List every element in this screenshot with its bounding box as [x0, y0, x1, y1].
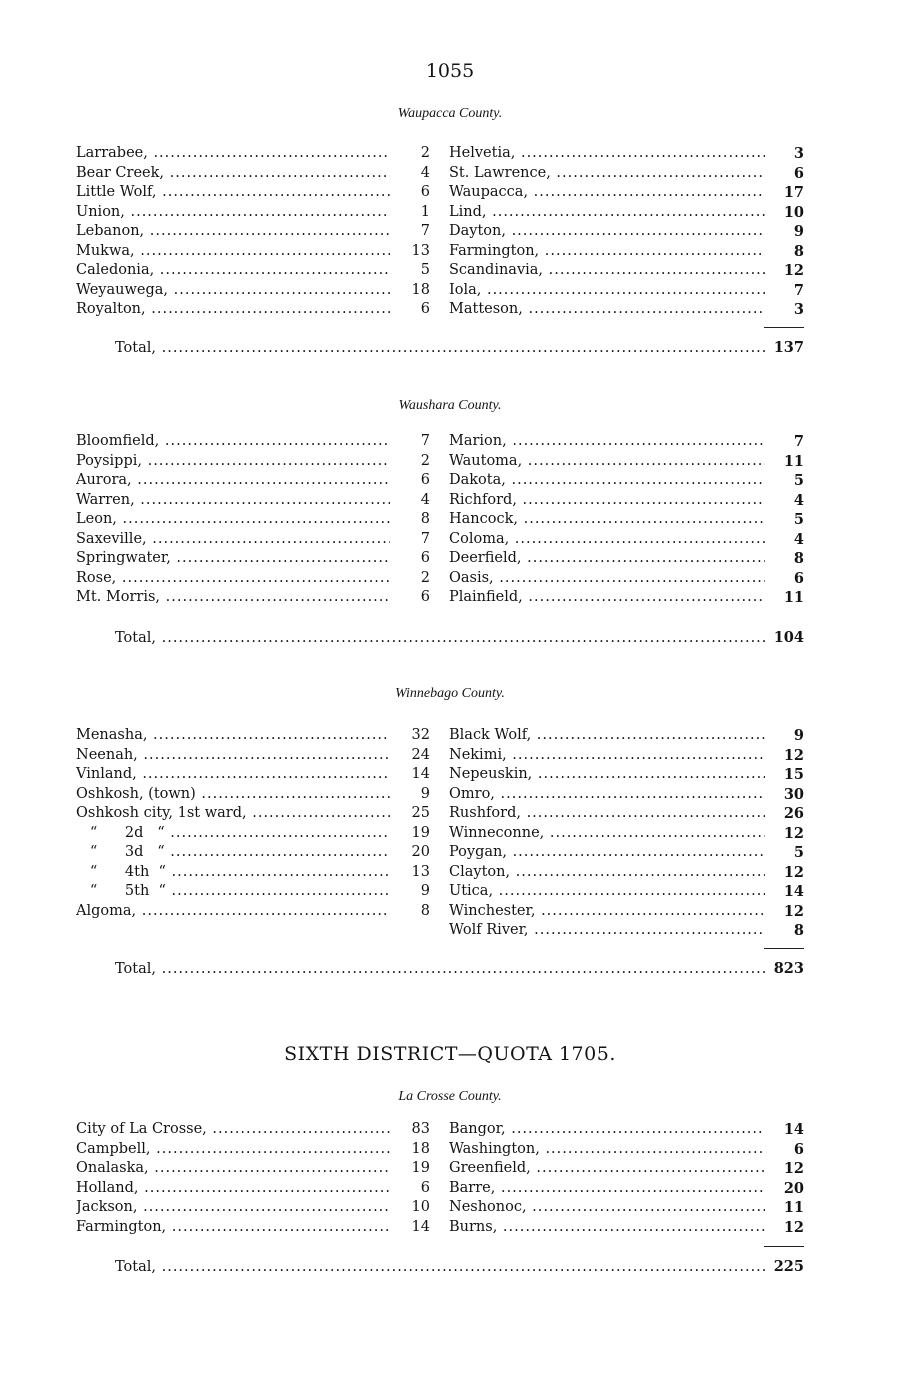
- left-name: Mukwa, .....: [76, 242, 390, 262]
- right-name: Deerfield, .....: [449, 549, 765, 569]
- right-value: 10: [783, 203, 804, 221]
- right-name: Farmington, .....: [449, 242, 765, 262]
- right-name: Barre, .....: [449, 1179, 765, 1199]
- left-name: Campbell, .....: [76, 1140, 390, 1160]
- right-value: 8: [793, 922, 804, 939]
- right-value: 7: [793, 433, 804, 450]
- right-name: Winneconne, .....: [449, 824, 765, 844]
- left-value: 6: [420, 184, 430, 200]
- table-row: [0, 452, 900, 472]
- total-rule: [764, 1246, 804, 1247]
- table-row: [0, 164, 900, 184]
- left-name: Algoma, .....: [76, 902, 390, 922]
- table-row: [0, 1198, 900, 1218]
- right-value: 12: [783, 262, 804, 279]
- right-value: 6: [793, 569, 804, 587]
- table-row: [0, 1120, 900, 1140]
- right-name: Omro, .....: [449, 785, 765, 805]
- left-name: Jackson, .....: [76, 1198, 390, 1218]
- right-value: 11: [783, 1199, 804, 1216]
- total-label: Total, .....: [115, 1257, 765, 1277]
- total-row-waushara: [0, 628, 900, 648]
- right-name: Matteson, .....: [449, 300, 765, 320]
- left-name: Onalaska, .....: [76, 1159, 390, 1179]
- left-name: Vinland, .....: [76, 765, 390, 785]
- left-name: City of La Crosse, .....: [76, 1120, 390, 1140]
- table-row: [0, 144, 900, 164]
- right-name: Scandinavia, .....: [449, 261, 765, 281]
- table-row: [0, 843, 900, 863]
- right-value: 14: [783, 883, 804, 900]
- table-row: [0, 804, 900, 824]
- left-value: 10: [411, 1199, 430, 1215]
- left-value: 6: [420, 550, 430, 566]
- left-value: 32: [411, 727, 430, 743]
- right-name: Winchester, .....: [449, 902, 765, 922]
- left-name: Lebanon, .....: [76, 222, 390, 242]
- table-waushara: [0, 432, 900, 608]
- right-value: 4: [793, 491, 804, 509]
- left-name: Holland, .....: [76, 1179, 390, 1199]
- right-name: Iola, .....: [449, 281, 765, 301]
- left-value: 4: [420, 164, 430, 181]
- table-row: [0, 549, 900, 569]
- total-label: Total, .....: [115, 959, 765, 979]
- left-name: Rose, .....: [76, 569, 390, 589]
- table-row: [0, 510, 900, 530]
- right-name: Dakota, .....: [449, 471, 765, 491]
- right-name: Marion, .....: [449, 432, 765, 452]
- right-name: Rushford, .....: [449, 804, 765, 824]
- left-name: Farmington, .....: [76, 1218, 390, 1238]
- right-value: 11: [783, 589, 804, 606]
- right-value: 5: [793, 511, 804, 528]
- table-row: [0, 183, 900, 203]
- right-name: Wautoma, .....: [449, 452, 765, 472]
- table-row: [0, 222, 900, 242]
- right-value: 3: [793, 145, 804, 162]
- table-row: [0, 902, 900, 922]
- left-name: Menasha, .....: [76, 726, 390, 746]
- table-row: [0, 1159, 900, 1179]
- table-row: [0, 569, 900, 589]
- right-value: 5: [793, 472, 804, 489]
- left-name: Oshkosh, (town) .....: [76, 785, 390, 805]
- right-value: 12: [783, 824, 804, 842]
- right-name: St. Lawrence, .....: [449, 164, 765, 184]
- right-name: Plainfield, .....: [449, 588, 765, 608]
- right-value: 8: [793, 242, 804, 260]
- left-name: Leon, .....: [76, 510, 390, 530]
- total-row-waupacca: [0, 338, 900, 358]
- right-value: 8: [793, 550, 804, 567]
- county-title-la-crosse: La Crosse County.: [398, 1089, 502, 1104]
- right-value: 30: [783, 785, 804, 803]
- total-value: 137: [773, 339, 804, 356]
- left-value: 6: [420, 472, 430, 488]
- left-name: Saxeville, .....: [76, 530, 390, 550]
- right-value: 26: [783, 805, 804, 822]
- right-value: 12: [783, 1218, 804, 1236]
- right-name: Burns, .....: [449, 1218, 765, 1238]
- table-row: [0, 921, 900, 941]
- total-rule: [764, 327, 804, 328]
- district-title: SIXTH DISTRICT—QUOTA 1705.: [284, 1043, 616, 1065]
- left-name: “ 2d “ .....: [76, 824, 390, 844]
- left-value: 13: [411, 863, 430, 880]
- left-value: 7: [420, 223, 430, 239]
- right-value: 9: [793, 727, 804, 744]
- left-value: 14: [411, 1218, 430, 1235]
- total-row-la-crosse: [0, 1257, 900, 1277]
- right-name: Black Wolf, .....: [449, 726, 765, 746]
- left-value: 83: [411, 1121, 430, 1137]
- left-value: 2: [420, 145, 430, 161]
- left-name: Little Wolf, .....: [76, 183, 390, 203]
- table-row: [0, 530, 900, 550]
- table-winnebago: [0, 726, 900, 941]
- right-name: Poygan, .....: [449, 843, 765, 863]
- page-number: 1055: [425, 60, 475, 82]
- table-row: [0, 746, 900, 766]
- left-value: 2: [420, 569, 430, 586]
- right-name: Waupacca, .....: [449, 183, 765, 203]
- table-row: [0, 261, 900, 281]
- total-rule: [764, 948, 804, 949]
- right-value: 6: [793, 164, 804, 182]
- table-row: [0, 300, 900, 320]
- total-value: 225: [773, 1258, 804, 1275]
- left-value: 6: [420, 1179, 430, 1196]
- right-name: Coloma, .....: [449, 530, 765, 550]
- right-name: Greenfield, .....: [449, 1159, 765, 1179]
- left-name: “ 3d “ .....: [76, 843, 390, 863]
- right-name: Dayton, .....: [449, 222, 765, 242]
- left-value: 19: [411, 1160, 430, 1176]
- table-row: [0, 281, 900, 301]
- right-name: Washington, .....: [449, 1140, 765, 1160]
- right-value: 14: [783, 1121, 804, 1138]
- left-name: Bloomfield, .....: [76, 432, 390, 452]
- right-value: 12: [783, 1160, 804, 1177]
- left-value: 5: [420, 262, 430, 278]
- right-name: Clayton, .....: [449, 863, 765, 883]
- left-value: 18: [411, 1140, 430, 1157]
- right-name: Neshonoc, .....: [449, 1198, 765, 1218]
- left-name: “ 5th “ .....: [76, 882, 390, 902]
- right-value: 17: [783, 184, 804, 201]
- table-row: [0, 432, 900, 452]
- table-row: [0, 588, 900, 608]
- left-value: 2: [420, 452, 430, 469]
- left-name: Springwater, .....: [76, 549, 390, 569]
- right-name: Helvetia, .....: [449, 144, 765, 164]
- table-row: [0, 203, 900, 223]
- total-row-winnebago: [0, 959, 900, 979]
- right-name: Hancock, .....: [449, 510, 765, 530]
- county-title-waushara: Waushara County.: [398, 398, 502, 413]
- total-value: 823: [773, 960, 804, 977]
- left-name: Bear Creek, .....: [76, 164, 390, 184]
- right-value: 20: [783, 1179, 804, 1197]
- table-waupacca: [0, 144, 900, 320]
- right-name: Bangor, .....: [449, 1120, 765, 1140]
- left-value: 18: [411, 281, 430, 298]
- right-name: Utica, .....: [449, 882, 765, 902]
- right-value: 7: [793, 281, 804, 299]
- left-name: Neenah, .....: [76, 746, 390, 766]
- right-value: 12: [783, 863, 804, 881]
- left-value: 14: [411, 766, 430, 782]
- left-name: “ 4th “ .....: [76, 863, 390, 883]
- left-name: Mt. Morris, .....: [76, 588, 390, 608]
- left-name: Oshkosh city, 1st ward, .....: [76, 804, 390, 824]
- left-value: 8: [420, 511, 430, 527]
- table-row: [0, 1140, 900, 1160]
- left-name: Union, .....: [76, 203, 390, 223]
- table-row: [0, 785, 900, 805]
- table-row: [0, 863, 900, 883]
- left-name: Aurora, .....: [76, 471, 390, 491]
- left-name: Poysippi, .....: [76, 452, 390, 472]
- left-value: 24: [411, 746, 430, 763]
- left-name: Weyauwega, .....: [76, 281, 390, 301]
- table-row: [0, 726, 900, 746]
- total-value: 104: [773, 629, 804, 646]
- table-row: [0, 491, 900, 511]
- left-value: 9: [420, 785, 430, 802]
- right-name: Nekimi, .....: [449, 746, 765, 766]
- left-name: Larrabee, .....: [76, 144, 390, 164]
- county-title-winnebago: Winnebago County.: [395, 686, 505, 701]
- left-name: Warren, .....: [76, 491, 390, 511]
- left-value: 7: [420, 433, 430, 449]
- left-value: 7: [420, 530, 430, 547]
- right-value: 6: [793, 1140, 804, 1158]
- left-value: 6: [420, 301, 430, 317]
- left-value: 13: [411, 242, 430, 259]
- left-name: Caledonia, .....: [76, 261, 390, 281]
- table-row: [0, 824, 900, 844]
- total-label: Total, .....: [115, 628, 765, 648]
- table-row: [0, 1218, 900, 1238]
- left-value: 9: [420, 883, 430, 899]
- left-value: 20: [411, 844, 430, 860]
- right-value: 4: [793, 530, 804, 548]
- left-value: 8: [420, 902, 430, 919]
- left-value: 4: [420, 491, 430, 508]
- right-value: 3: [793, 301, 804, 318]
- right-value: 11: [783, 452, 804, 470]
- right-value: 12: [783, 746, 804, 764]
- right-name: Richford, .....: [449, 491, 765, 511]
- left-value: 1: [420, 203, 430, 220]
- right-name: Oasis, .....: [449, 569, 765, 589]
- right-value: 9: [793, 223, 804, 240]
- left-value: 6: [420, 589, 430, 605]
- right-value: 12: [783, 902, 804, 920]
- right-value: 5: [793, 844, 804, 861]
- table-row: [0, 471, 900, 491]
- table-row: [0, 1179, 900, 1199]
- left-value: 19: [411, 824, 430, 841]
- table-row: [0, 765, 900, 785]
- right-value: 15: [783, 766, 804, 783]
- total-label: Total, .....: [115, 338, 765, 358]
- right-name: Nepeuskin, .....: [449, 765, 765, 785]
- table-row: [0, 882, 900, 902]
- table-row: [0, 242, 900, 262]
- right-name: Lind, .....: [449, 203, 765, 223]
- table-la-crosse: [0, 1120, 900, 1237]
- county-title-waupacca: Waupacca County.: [397, 106, 503, 121]
- left-value: 25: [411, 805, 430, 821]
- left-name: Royalton, .....: [76, 300, 390, 320]
- right-name: Wolf River, .....: [449, 921, 765, 941]
